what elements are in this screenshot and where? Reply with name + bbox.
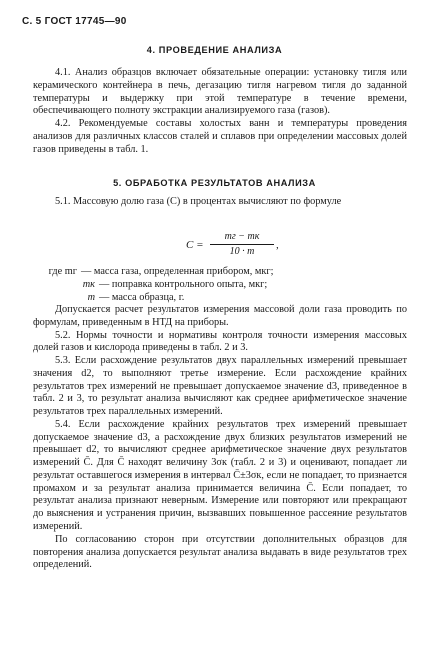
running-head: С. 5 ГОСТ 17745—90 (22, 16, 127, 27)
formula-comma: , (276, 239, 279, 251)
definition-symbol: mк (82, 278, 95, 290)
formula-denominator: 10 · m (229, 246, 255, 258)
definition-text: — масса газа, определенная прибором, мкг; (81, 266, 274, 277)
definition-text: — масса образца, г. (99, 291, 185, 303)
definition-row (33, 266, 407, 279)
section-5-title: 5. ОБРАБОТКА РЕЗУЛЬТАТОВ АНАЛИЗА (113, 178, 316, 188)
section-4-title: 4. ПРОВЕДЕНИЕ АНАЛИЗА (146, 45, 283, 55)
paragraph-5-2: 5.2. Нормы точности и нормативы контроля точности измерения массовых долей газов и кислорода приведены в табл. 2 и 3. (33, 329, 407, 354)
definition-row (33, 292, 407, 305)
paragraph-agreement: По согласованию сторон при отсутствии дополнительных образцов для повторения анализа допускается результат анализа выдавать в виде результатов трех определений. (33, 533, 407, 571)
paragraph-allowed-calc: Допускается расчет результатов измерения массовой доли газа проводить по формулам, приведенным в НТД на приборы. (33, 304, 407, 328)
paragraph-5-3: 5.3. Если расхождение результатов двух параллельных измерений превышает значения d2, то выполняют третье измерение. Если расхождение крайних результатов трех измерений не превышает допускаемое значение d3, приведенное в табл. 2 и 3, то результат анализа вычисляют как среднее арифметическое значение результатов трех параллельных измерений. (33, 355, 407, 418)
formula-lhs: C = (186, 239, 204, 251)
paragraph-4-2: 4.2. Рекомендуемые составы холостых ванн и температуры проведения анализов для различных классов сталей и сплавов при определении массовых долей газов приведены в табл. 1. (33, 118, 407, 155)
formula-fraction (210, 231, 274, 259)
definition-symbol: m (87, 291, 95, 303)
definition-row (33, 279, 407, 292)
definition-symbol: где mг (48, 266, 77, 277)
paragraph-5-4: 5.4. Если расхождение крайних результатов трех измерений превышает допускаемое значение d3, а расхождение двух близких результатов измерений не превышает d2, то вычисляют среднее арифметическое значение двух результатов измерений C̄. Для C̄ находят величину 3σк (табл. 2 и 3) и оценивают, попадает ли результат оставшегося измерения в интервал C̄±3σк, если не попадает, то признается промахом и за результат анализа принимается величина C̄. Если попадает, то результат анализа признают неверным. Измерение или повторяют или прекращают до выяснения и устранения причин, вызвавших повышенное рассеяние результатов измерений. (33, 418, 407, 533)
formula-definitions (33, 266, 407, 304)
paragraph-5-1-block (33, 196, 407, 209)
definition-text: — поправка контрольного опыта, мкг; (99, 278, 268, 290)
section-4-body (33, 67, 407, 156)
paragraph-4-1: 4.1. Анализ образцов включает обязательные операции: установку тигля или керамического контейнера в печь, дегазацию тигля нагревом тигля до заданной температуры и выдержку при этой температуре в течение времени, обеспечивающего полноту экстракции анализируемого газа (газов). (33, 67, 407, 117)
section-5-body (33, 304, 407, 572)
paragraph-5-1: 5.1. Массовую долю газа (C) в процентах вычисляют по формуле (55, 196, 342, 207)
formula-numerator: mг − mк (210, 231, 274, 245)
